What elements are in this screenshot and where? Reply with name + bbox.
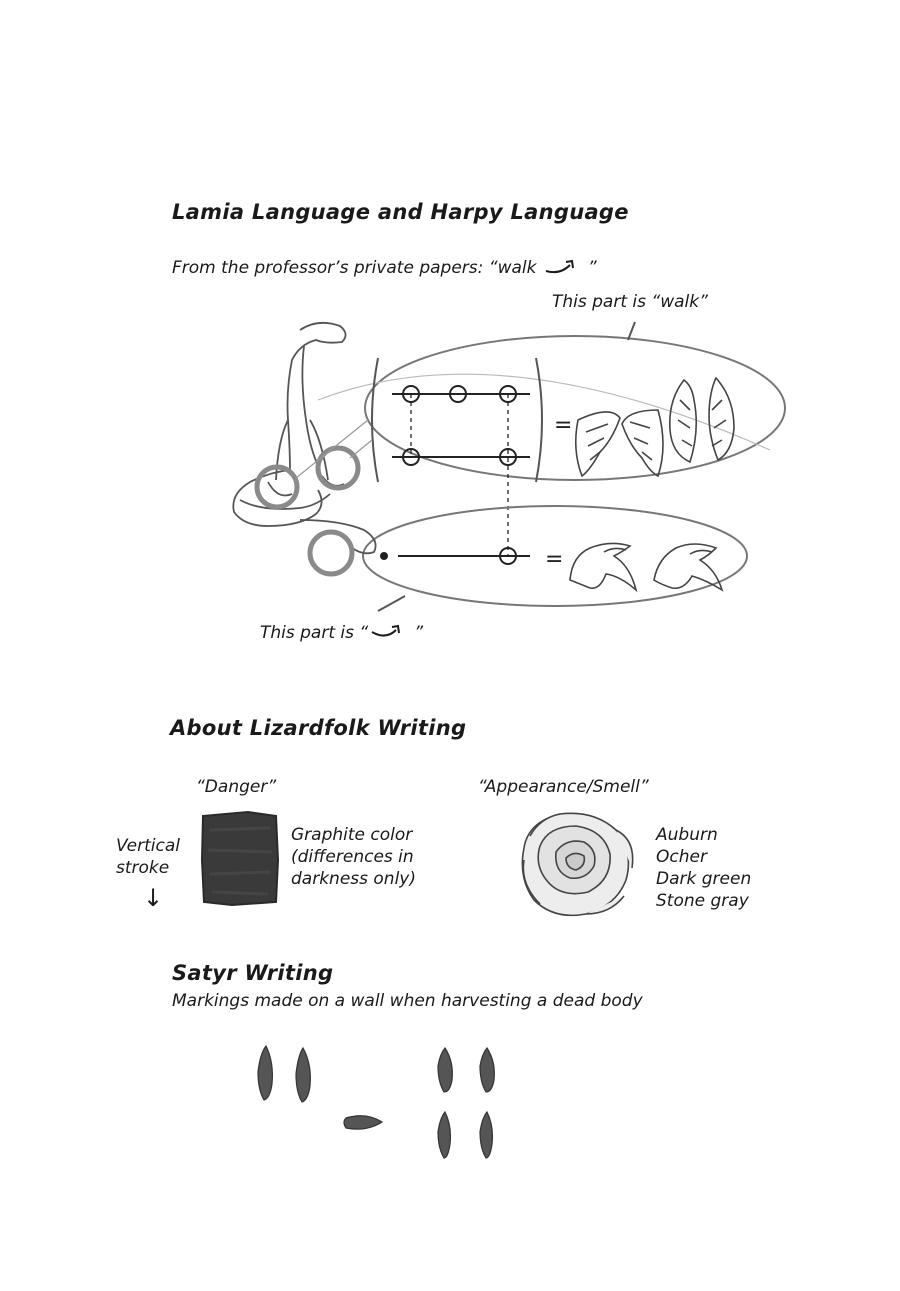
graphite-note: Graphite color (differences in darkness only) [291, 825, 416, 889]
svg-text:=: = [554, 413, 573, 438]
source-note-text: From the professor’s private papers: “walk [172, 258, 537, 278]
label-glyph-start: This part is “ [260, 623, 369, 643]
down-arrow-icon: ↓ [143, 884, 164, 912]
wings-icon [576, 378, 734, 476]
danger-title: “Danger” [196, 777, 277, 797]
glyph-line [381, 548, 530, 564]
walk-glyph-small-icon [368, 622, 414, 640]
lizardfolk-heading: About Lizardfolk Writing [170, 716, 467, 740]
walk-glyph-grid [392, 386, 530, 556]
satyr-heading: Satyr Writing [172, 961, 334, 985]
color-ocher: Ocher [656, 847, 707, 867]
svg-text:=: = [545, 547, 564, 572]
color-auburn: Auburn [656, 825, 718, 845]
left-bracket [372, 358, 378, 482]
highlight-circles [257, 448, 358, 574]
lamia-figure-icon [233, 323, 375, 554]
harpy-heads-icon [570, 543, 722, 590]
vertical-stroke-label: Vertical stroke [116, 836, 180, 878]
upper-ellipse [365, 336, 785, 480]
color-list [656, 824, 751, 912]
color-stone-gray: Stone gray [656, 891, 749, 911]
appearance-title: “Appearance/Smell” [478, 777, 649, 797]
label-glyph [260, 622, 423, 643]
source-note-end: ” [587, 258, 597, 278]
color-dark-green: Dark green [656, 869, 752, 889]
lamia-heading: Lamia Language and Harpy Language [172, 200, 629, 224]
satyr-subtitle: Markings made on a wall when harvesting a dead body [172, 991, 643, 1011]
label-walk: This part is “walk” [552, 292, 708, 312]
label-glyph-end: ” [414, 623, 424, 643]
right-bracket [536, 358, 542, 482]
